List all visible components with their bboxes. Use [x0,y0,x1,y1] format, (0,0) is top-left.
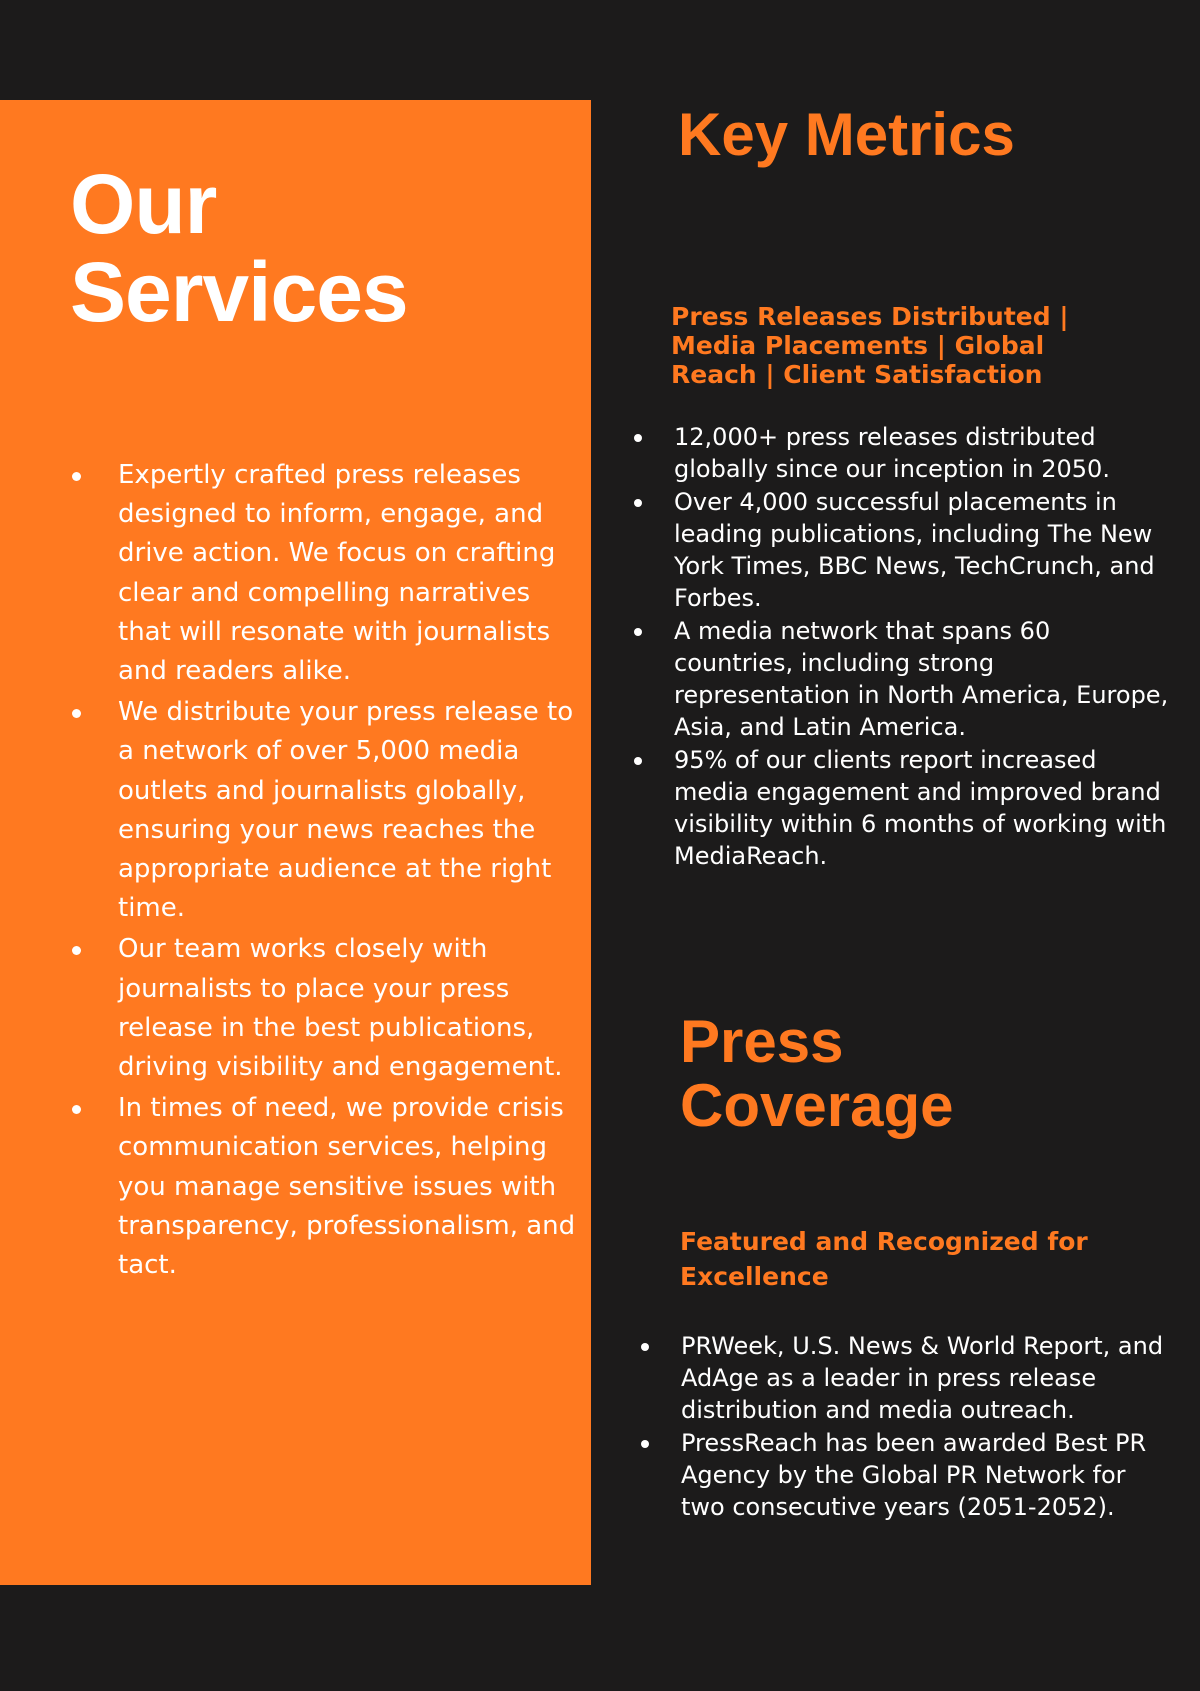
services-title-line2: Services [70,245,408,339]
coverage-title-line1: Press [680,1008,844,1075]
coverage-list-item: PRWeek, U.S. News & World Report, and AdAge as a leader in press release distribution and media outreach. [681,1330,1171,1426]
services-list-item: Expertly crafted press releases designed to inform, engage, and drive action. We focus on crafting clear and compelling narratives that will resonate with journalists and readers alike. [118,456,588,691]
coverage-title [680,1010,953,1138]
services-list-item: In times of need, we provide crisis communication services, helping you manage sensitive issues with transparency, professionalism, and tact. [118,1089,588,1285]
services-list-item: Our team works closely with journalists to place your press release in the best publications, driving visibility and engagement. [118,930,588,1087]
coverage-list-item: PressReach has been awarded Best PR Agency by the Global PR Network for two consecutive years (2051-2052). [681,1427,1171,1523]
coverage-title-line2: Coverage [680,1072,954,1139]
services-list-item: We distribute your press release to a network of over 5,000 media outlets and journalists globally, ensuring your news reaches the appropriate audience at the right time. [118,693,588,928]
services-title-line1: Our [70,157,217,251]
services-list [70,456,588,1287]
metrics-title: Key Metrics [678,101,1015,168]
metrics-list-item: 12,000+ press releases distributed globally since our inception in 2050. [674,421,1174,485]
coverage-list [635,1330,1171,1524]
metrics-subtitle: Press Releases Distributed | Media Placements | Global Reach | Client Satisfaction [671,302,1069,389]
coverage-subtitle: Featured and Recognized for Excellence [680,1227,1088,1291]
services-title [70,157,408,339]
metrics-list-item: Over 4,000 successful placements in leading publications, including The New York Times, BBC News, TechCrunch, and Forbes. [674,486,1174,614]
metrics-list-item: A media network that spans 60 countries, including strong representation in North America, Europe, Asia, and Latin America. [674,615,1174,743]
metrics-list [628,421,1174,873]
metrics-list-item: 95% of our clients report increased media engagement and improved brand visibility within 6 months of working with MediaReach. [674,744,1174,872]
